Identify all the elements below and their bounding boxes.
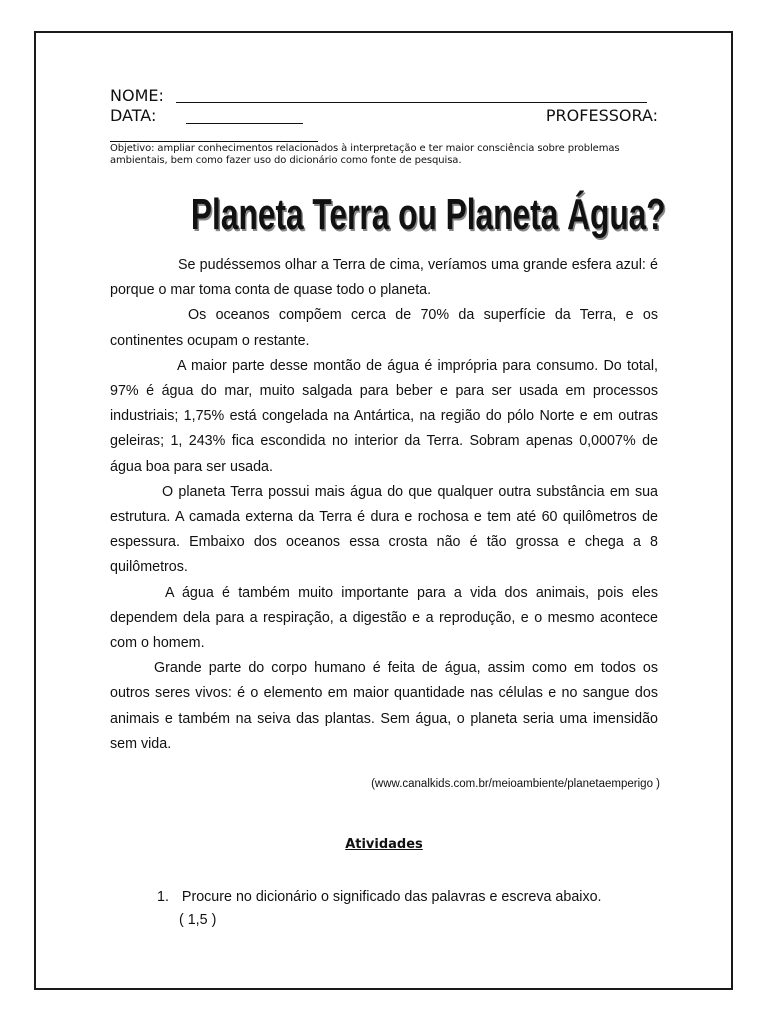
activities-heading-text: Atividades [345,837,423,852]
name-line [176,102,647,103]
paragraph: A água é também muito importante para a vida dos animais, pois eles dependem dela para a respiração, a digestão e a reprodução, e o mesmo acontece com o homem. [110,584,658,652]
activity-number: 1. [157,889,169,905]
paragraph: Se pudéssemos olhar a Terra de cima, veríamos uma grande esfera azul: é porque o mar toma conta de quase todo o planeta. [110,257,658,299]
activity-score: ( 1,5 ) [179,912,217,928]
article-body [110,253,658,757]
paragraph: A maior parte desse montão de água é imprópria para consumo. Do total, 97% é água do mar, muito salgada para beber e para ser usada em processos industriais; 1,75% está congelada na Antártica, na região do pólo Norte e em outras geleiras; 1, 243% fica escondida no interior da Terra. Sobram apenas 0,0007% de água boa para ser usada. [110,357,658,475]
paragraph: Grande parte do corpo humano é feita de água, assim como em todos os outros seres vivos: é o elemento em maior quantidade nas células e no sangue dos animais e também na seiva das plantas. Sem água, o planeta seria uma imensidão sem vida. [110,660,658,752]
teacher-line [110,141,318,142]
date-label: DATA: [110,106,157,125]
date-line [186,123,303,124]
name-label: NOME: [110,86,164,105]
source-citation: (www.canalkids.com.br/meioambiente/planetaemperigo ) [371,778,660,790]
teacher-label: PROFESSORA: [545,106,658,125]
objective-text: Objetivo: ampliar conhecimentos relacionados à interpretação e ter maior consciência sobre problemas ambientais, bem como fazer uso do dicionário como fonte de pesquisa. [110,143,620,166]
paragraph: O planeta Terra possui mais água do que qualquer outra substância em sua estrutura. A camada externa da Terra é dura e rochosa e tem até 60 quilômetros de espessura. Embaixo dos oceanos essa crosta não é tão grossa e chega a 8 quilômetros. [110,483,658,576]
activity-item [157,886,602,932]
activities-heading [0,837,768,852]
activity-text: Procure no dicionário o significado das palavras e escreva abaixo. [181,889,602,905]
paragraph: Os oceanos compõem cerca de 70% da superfície da Terra, e os continentes ocupam o restante. [110,307,658,349]
page-title: Planeta Terra ou Planeta Água? [190,190,666,239]
